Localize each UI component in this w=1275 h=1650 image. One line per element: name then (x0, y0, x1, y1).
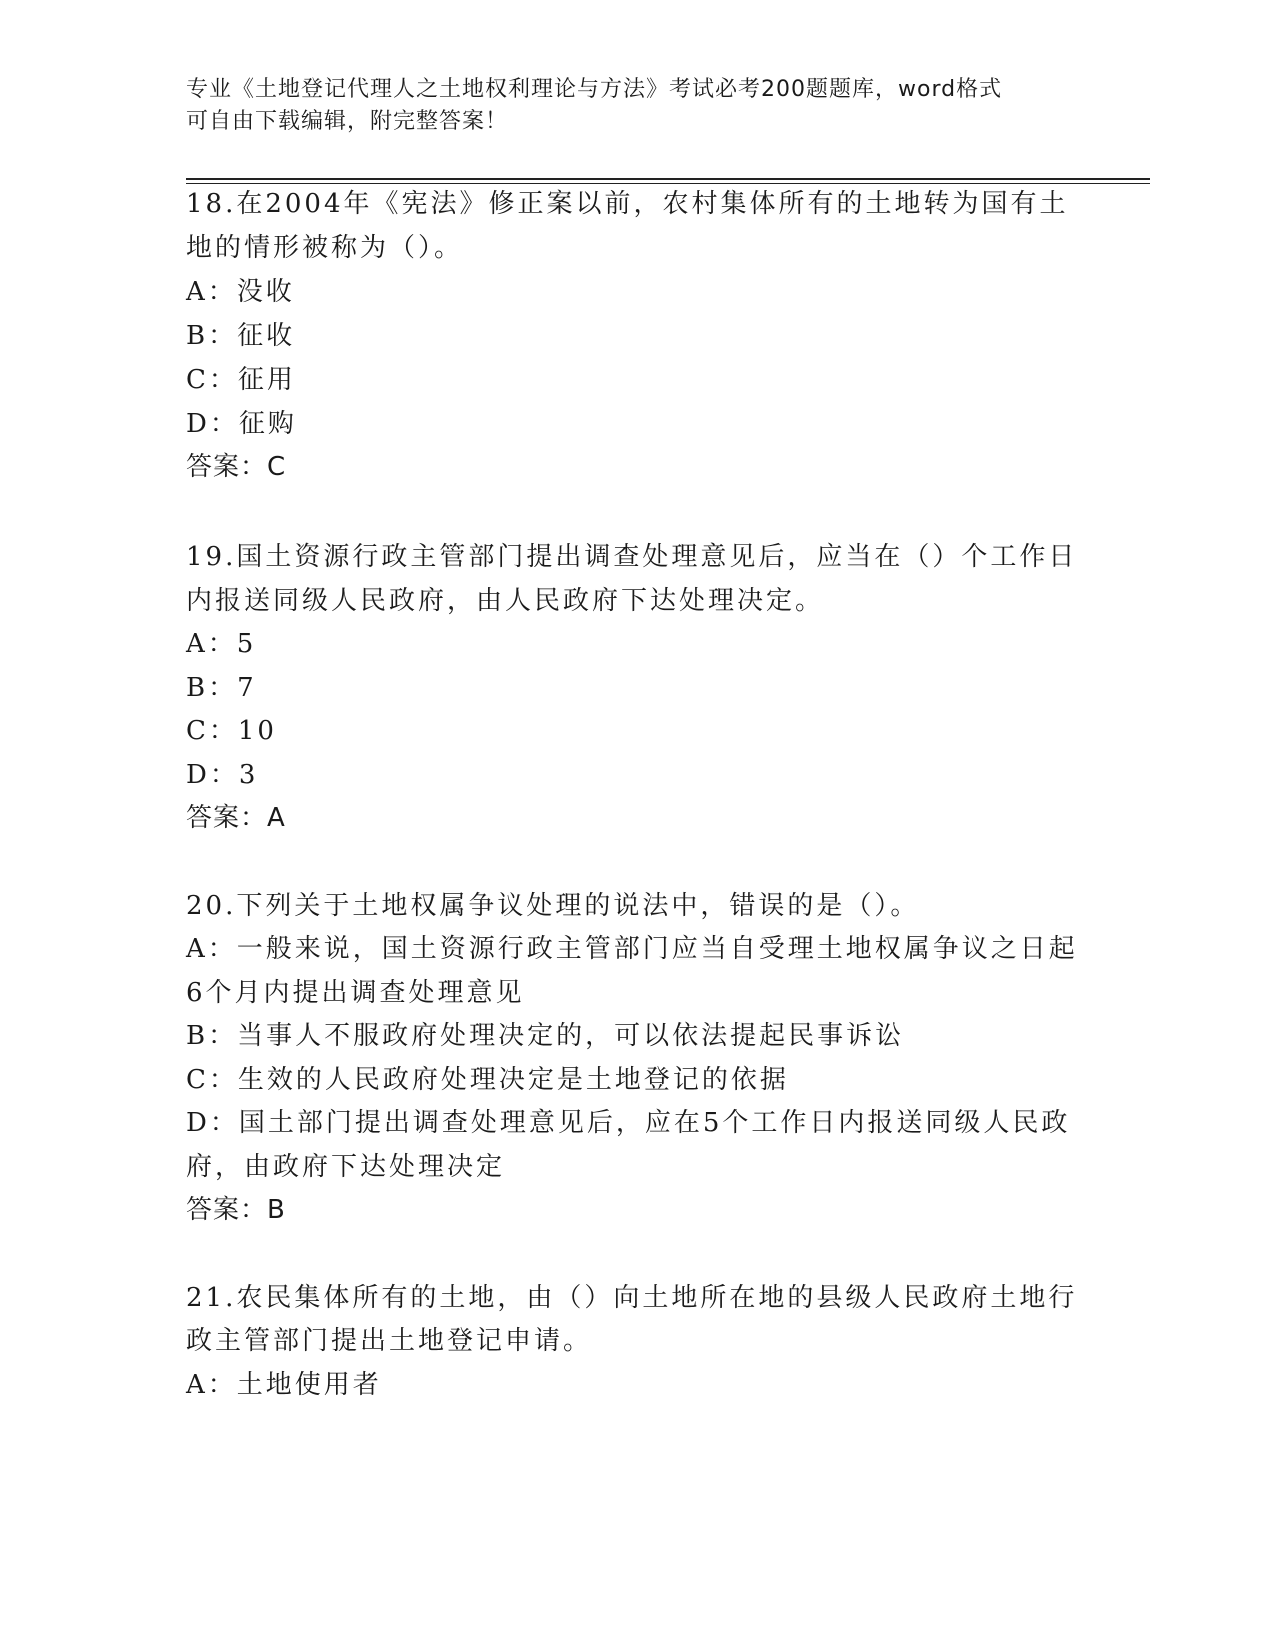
question-20-answer: 答案：B (186, 1195, 286, 1225)
question-19-option-c: C：10 (186, 716, 277, 746)
question-19-option-a: A：5 (186, 629, 257, 659)
question-20-option-a-line-2: 6个月内提出调查处理意见 (186, 978, 525, 1008)
question-18-stem-line-2: 地的情形被称为（）。 (186, 233, 464, 263)
question-18-option-a: A：没收 (186, 277, 295, 307)
question-18-option-c: C：征用 (186, 365, 296, 395)
question-20-option-b: B：当事人不服政府处理决定的，可以依法提起民事诉讼 (186, 1021, 905, 1051)
question-20-option-a-line-1: A：一般来说，国土资源行政主管部门应当自受理土地权属争议之日起 (186, 934, 1078, 964)
header-divider-thick (186, 178, 1150, 180)
question-19-option-d: D：3 (186, 760, 259, 790)
question-21-option-a: A：土地使用者 (186, 1370, 382, 1400)
question-18-option-b: B：征收 (186, 321, 296, 351)
header-divider-thin (186, 183, 1150, 184)
question-19-option-b: B：7 (186, 673, 257, 703)
document-header (186, 74, 1066, 138)
question-20-option-d-line-2: 府，由政府下达处理决定 (186, 1152, 506, 1182)
question-18-option-d: D：征购 (186, 409, 297, 439)
question-19-stem-line-1: 19.国土资源行政主管部门提出调查处理意见后，应当在（）个工作日 (186, 542, 1078, 572)
question-18-answer: 答案：C (186, 452, 287, 482)
question-20-option-c: C：生效的人民政府处理决定是土地登记的依据 (186, 1065, 789, 1095)
question-18-stem-line-1: 18.在2004年《宪法》修正案以前，农村集体所有的土地转为国有土 (186, 189, 1069, 219)
question-21-stem-line-2: 政主管部门提出土地登记申请。 (186, 1326, 593, 1356)
question-19-answer: 答案：A (186, 803, 286, 833)
header-line-1: 专业《土地登记代理人之土地权利理论与方法》考试必考200题题库，word格式 (186, 77, 1003, 102)
question-19-stem-line-2: 内报送同级人民政府，由人民政府下达处理决定。 (186, 586, 825, 616)
question-20-option-d-line-1: D：国土部门提出调查处理意见后，应在5个工作日内报送同级人民政 (186, 1108, 1071, 1138)
question-21-stem-line-1: 21.农民集体所有的土地，由（）向土地所在地的县级人民政府土地行 (186, 1283, 1078, 1313)
question-20-stem-line-1: 20.下列关于土地权属争议处理的说法中，错误的是（）。 (186, 891, 920, 921)
header-line-2: 可自由下载编辑，附完整答案！ (186, 109, 509, 134)
